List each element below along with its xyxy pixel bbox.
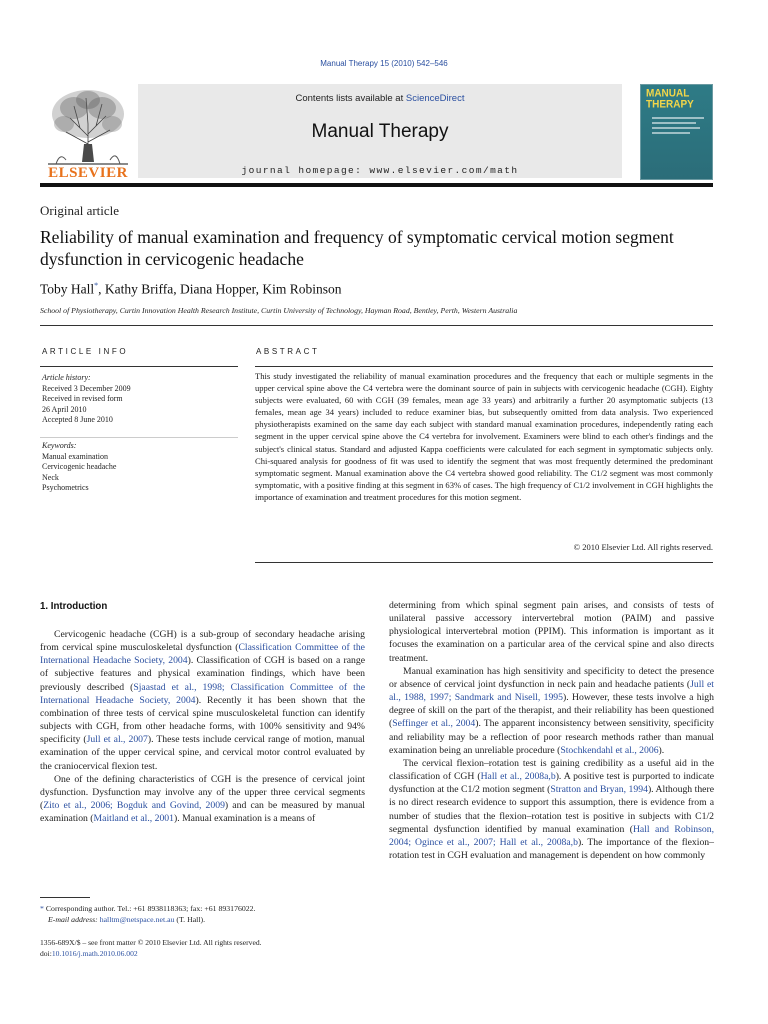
text: Cervicogenic headache (CGH) is a sub-group of secondary headache arising from cervical spine musculoskeletal dysfunction ( <box>40 629 365 654</box>
text: ). However, these tests involve a high degree of skill on the part of the therapist, and their reliability has been questioned ( <box>389 692 714 730</box>
history-label: Article history: <box>42 373 91 382</box>
header-rule <box>40 183 713 187</box>
doi-line <box>40 948 370 959</box>
citation-link[interactable]: Sjaastad et al., 1998; Classification Committee of the International Headache Society, 2004 <box>40 681 365 706</box>
text: Manual examination has high sensitivity and specificity to detect the presence or absence of cervical joint dysfunction in neck pain and headache patients ( <box>389 665 714 690</box>
article-type: Original article <box>40 203 120 218</box>
publication-info <box>40 937 370 959</box>
text: ). The apparent inconsistency between sensitivity, specificity and reliability may be a reflection of poor research methods rather than manual examination being an unreliable procedure ( <box>389 718 714 756</box>
divider <box>255 562 713 563</box>
body-column-left <box>40 628 365 825</box>
text: Corresponding author. Tel.: +61 8938118363; fax: +61 893176022. <box>43 904 256 913</box>
corresponding-author-mark[interactable]: * <box>94 281 99 290</box>
contents-prefix: Contents lists available at <box>295 93 406 104</box>
keyword-item: Cervicogenic headache <box>42 462 117 472</box>
paragraph <box>389 665 714 757</box>
footnote-mark: * <box>40 904 44 913</box>
cover-decoration <box>652 122 696 124</box>
divider <box>255 366 713 367</box>
paragraph <box>389 599 714 665</box>
text: ). Although there is no direct research evidence to support this assumption, there is evidence from a number of studies that the flexion–rotation test is positive in subjects with C1/2 segmental dysfunction identified by manual examination ( <box>389 784 714 835</box>
cover-decoration <box>652 117 704 119</box>
doi-label: doi: <box>40 949 52 958</box>
journal-homepage[interactable]: journal homepage: www.elsevier.com/math <box>241 165 519 176</box>
issn-line: 1356-689X/$ – see front matter © 2010 Elsevier Ltd. All rights reserved. <box>40 938 262 947</box>
divider <box>40 437 238 438</box>
keyword-item: Psychometrics <box>42 483 89 493</box>
email-line <box>40 914 365 925</box>
body-column-right <box>389 599 714 862</box>
text: The cervical flexion–rotation test is gaining credibility as a useful aid in the classification of CGH ( <box>389 757 714 783</box>
citation-link[interactable]: Jull et al., 2007 <box>86 734 148 746</box>
sciencedirect-link[interactable]: ScienceDirect <box>405 93 465 104</box>
corresponding-author-note <box>40 903 365 914</box>
section-heading-introduction: 1. Introduction <box>40 601 108 612</box>
citation-link[interactable]: Zito et al., 2006; Bogduk and Govind, 2009 <box>43 800 225 812</box>
article-history <box>42 373 131 426</box>
text: One of the defining characteristics of CGH is the presence of cervical joint dysfunction. Dysfunction may involve any of the upper three cervical segments ( <box>40 773 365 812</box>
text: ). Recently it has been shown that the combination of three tests of cervical spine musculoskeletal function can identify subjects with CGH, from other headache forms, with 100% sensitivity and 94% specificity ( <box>40 694 365 746</box>
elsevier-wordmark: ELSEVIER <box>48 165 128 181</box>
citation-link[interactable]: Maitland et al., 2001 <box>93 813 174 825</box>
keywords <box>42 441 116 494</box>
citation-link[interactable]: Hall et al., 2008a,b <box>480 771 556 783</box>
author-rest: , Kathy Briffa, Diana Hopper, Kim Robinson <box>98 281 342 297</box>
citation-link[interactable]: Stratton and Bryan, 1994 <box>550 784 648 796</box>
doi-link[interactable]: 10.1016/j.math.2010.06.002 <box>51 949 138 958</box>
history-item: Received 3 December 2009 <box>42 383 131 393</box>
text: ). A positive test is purported to indicate dysfunction at the C1/2 motion segment ( <box>389 771 715 796</box>
history-item: 26 April 2010 <box>42 404 87 414</box>
citation-link[interactable]: Hall and Robinson, 2004; Ogince et al., 2007; Hall et al., 2008a,b <box>389 823 714 848</box>
affiliation: School of Physiotherapy, Curtin Innovation Health Research Institute, Curtin University of Technology, Hayman Road, Bentley, Perth, Western Australia <box>40 306 518 315</box>
cover-decoration <box>652 132 690 134</box>
citation-link[interactable]: Stochkendahl et al., 2006 <box>560 744 659 756</box>
citation-link[interactable]: Jull et al., 1988, 1997; Sandmark and Nisell, 1995 <box>389 678 714 704</box>
keyword-item: Neck <box>42 472 59 482</box>
abstract-heading: ABSTRACT <box>256 347 320 356</box>
citation-link[interactable]: Classification Committee of the International Headache Society, 2004 <box>40 642 365 667</box>
text: (T. Hall). <box>174 915 206 924</box>
cover-title-line-2: THERAPY <box>646 98 694 111</box>
cover-decoration <box>652 127 700 129</box>
journal-title: Manual Therapy <box>311 121 449 142</box>
article-info-heading: ARTICLE INFO <box>42 347 129 356</box>
cover-title <box>646 89 712 111</box>
divider <box>40 325 713 326</box>
footnote-rule <box>40 897 90 898</box>
keyword-item: Manual examination <box>42 451 108 461</box>
journal-reference[interactable]: Manual Therapy 15 (2010) 542–546 <box>320 59 448 68</box>
email-label: E-mail address: <box>48 915 98 924</box>
text: determining from which spinal segment pain arises, and consists of tests of unilateral passive accessory intervertebral motion (PAIM) and passive physiological intervertebral motion (PPIM). This information is important as it focuses the examination on a particular area of the cervical spine and also directs treatment. <box>389 600 714 664</box>
paragraph <box>389 757 714 862</box>
author-list <box>40 281 341 298</box>
footnote <box>40 903 365 925</box>
text: ). <box>658 744 665 756</box>
author-first: Toby Hall <box>40 281 95 297</box>
keywords-label: Keywords: <box>42 441 77 450</box>
citation-link[interactable]: Seffinger et al., 2004 <box>392 718 476 730</box>
cover-title-line-1: MANUAL <box>646 87 690 100</box>
abstract-text: This study investigated the reliability of manual examination procedures and the frequency that each or multiple segments in the upper cervical spine above the C4 vertebra were the dominant source of pain in subjects with cervicogenic headache (CGH). Eighty subjects were evaluated, 60 with CGH (39 females, mean age 33 years) and arbitrarily a further 20 asymptomatic subjects (13 females, mean age 34 years) included to reduce examiner bias, but subsequently omitted from data analysis. Two experienced physiotherapists examined on the same day each subject with standard manual examination procedures, independently rating each segment in the upper cervical spine above the C4 vertebra for involvement. Examiners were blind to each other's findings and the subject's clinical status. Standard and adjusted Kappa coefficients were calculated for each segment in symptomatic subjects only. Chi-squared analysis for goodness of fit was used to identify the segment that was most frequently determined the predominant symptomatic segment. Manual examination above the C4 vertebra showed good reliability. The C1/2 segment was most commonly symptomatic, with a positive finding at this segment in 63% of cases. The high frequency of C1/2 involvement in CGH highlights the importance of examination and treatment procedures for this motion segment. <box>255 371 713 502</box>
article-title: Reliability of manual examination and frequency of symptomatic cervical motion segment dysfunction in cervicogenic headache <box>40 227 674 269</box>
text: ). The importance of the flexion–rotation test in CGH evaluation and management is dependent on how commonly <box>389 836 714 861</box>
text: ). Classification of CGH is based on a range of subjective features and physical examination findings, which have been previously described ( <box>40 655 365 693</box>
text: ). Manual examination is a means of <box>174 813 316 825</box>
copyright: © 2010 Elsevier Ltd. All rights reserved. <box>573 542 713 552</box>
paragraph <box>40 628 365 773</box>
contents-line <box>138 93 622 104</box>
text: ). These tests include cervical range of motion, manual examination of the upper cervical spine, and cervical motor control evaluated by the craniocervical flexion test. <box>40 734 366 772</box>
email-link[interactable]: halltm@netspace.net.au <box>99 915 175 924</box>
text: ) and can be measured by manual examination ( <box>40 800 365 825</box>
divider <box>40 366 238 367</box>
history-item: Received in revised form <box>42 394 123 404</box>
history-item: Accepted 8 June 2010 <box>42 415 113 425</box>
paragraph <box>40 773 365 826</box>
